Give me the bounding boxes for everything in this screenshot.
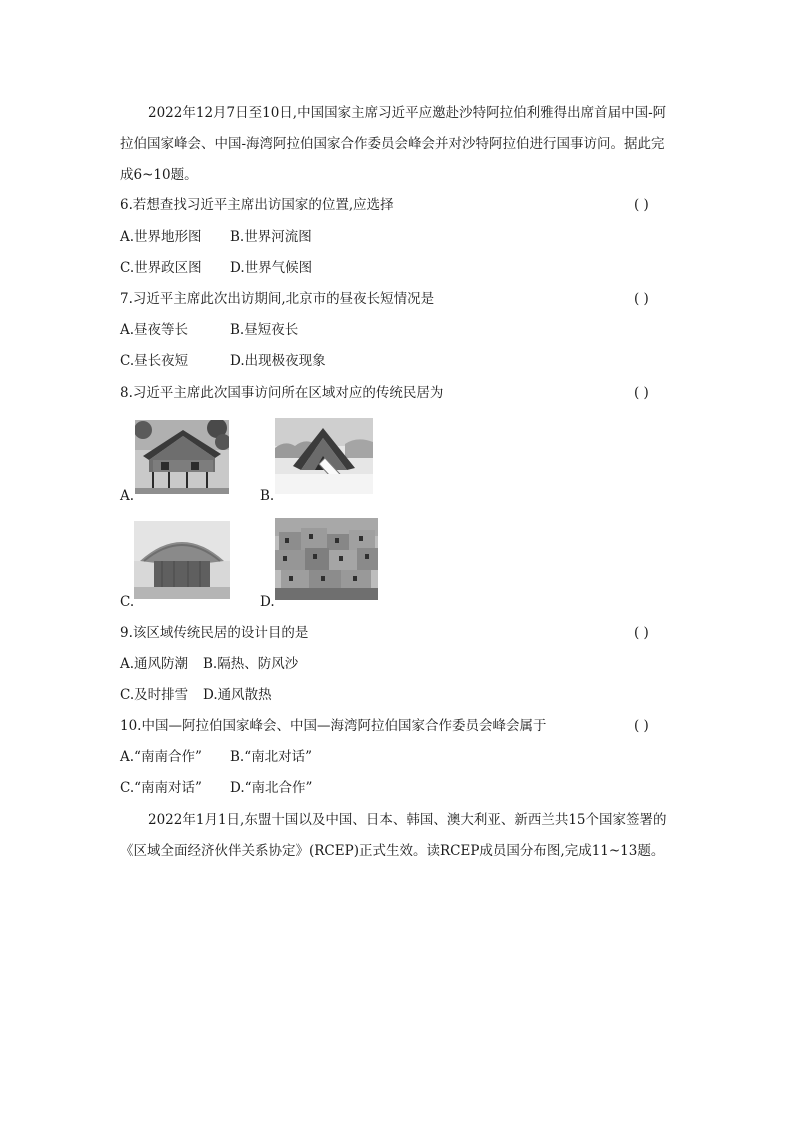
question-9-answer-blank: ( ) (634, 625, 649, 641)
question-10-option-b: B.“南北对话” (230, 749, 313, 765)
question-8-option-b: B. (260, 488, 275, 504)
question-9-option-d: D.通风散热 (203, 687, 272, 703)
question-10-stem: 10.中国—阿拉伯国家峰会、中国—海湾阿拉伯国家合作委员会峰会属于 (120, 718, 547, 734)
question-6-option-a: A.世界地形图 (120, 229, 202, 245)
question-7-answer-blank: ( ) (634, 291, 649, 307)
question-9-option-b: B.隔热、防风沙 (203, 656, 299, 672)
question-7-option-a: A.昼夜等长 (120, 322, 189, 338)
snow-house-photo (275, 418, 373, 494)
question-10-option-d: D.“南北合作” (230, 780, 313, 796)
question-7-option-b: B.昼短夜长 (230, 322, 299, 338)
thatched-hut-photo (134, 521, 230, 599)
question-7-option-c: C.昼长夜短 (120, 353, 189, 369)
question-8-option-c: C. (120, 594, 135, 610)
question-9-stem: 9.该区域传统民居的设计目的是 (120, 625, 309, 641)
question-6-option-c: C.世界政区图 (120, 260, 202, 276)
question-7-stem: 7.习近平主席此次出访期间,北京市的昼夜长短情况是 (120, 291, 435, 307)
question-10-answer-blank: ( ) (634, 718, 649, 734)
desert-houses-photo (275, 518, 378, 600)
question-10-option-a: A.“南南合作” (120, 749, 202, 765)
question-6-option-d: D.世界气候图 (230, 260, 313, 276)
question-8-option-d: D. (260, 594, 275, 610)
question-6-stem: 6.若想查找习近平主席出访国家的位置,应选择 (120, 197, 394, 213)
question-6-option-b: B.世界河流图 (230, 229, 312, 245)
question-8-stem: 8.习近平主席此次国事访问所在区域对应的传统民居为 (120, 385, 444, 401)
question-7-option-d: D.出现极夜现象 (230, 353, 326, 369)
question-10-option-c: C.“南南对话” (120, 780, 202, 796)
question-9-option-a: A.通风防潮 (120, 656, 189, 672)
question-8-answer-blank: ( ) (634, 385, 649, 401)
intro-paragraph-1: 2022年12月7日至10日,中国国家主席习近平应邀赴沙特阿拉伯利雅得出席首届中国-阿拉伯国家峰会、中国-海湾阿拉伯国家合作委员会峰会并对沙特阿拉伯进行国事访问。据此完成6~10题。 (120, 105, 667, 183)
question-9-option-c: C.及时排雪 (120, 687, 189, 703)
question-8-option-a: A. (120, 488, 135, 504)
stilt-house-photo (135, 420, 229, 494)
intro-paragraph-2: 2022年1月1日,东盟十国以及中国、日本、韩国、澳大利亚、新西兰共15个国家签署的《区域全面经济伙伴关系协定》(RCEP)正式生效。读RCEP成员国分布图,完成11~13题。 (120, 812, 667, 859)
question-6-answer-blank: ( ) (634, 197, 649, 213)
